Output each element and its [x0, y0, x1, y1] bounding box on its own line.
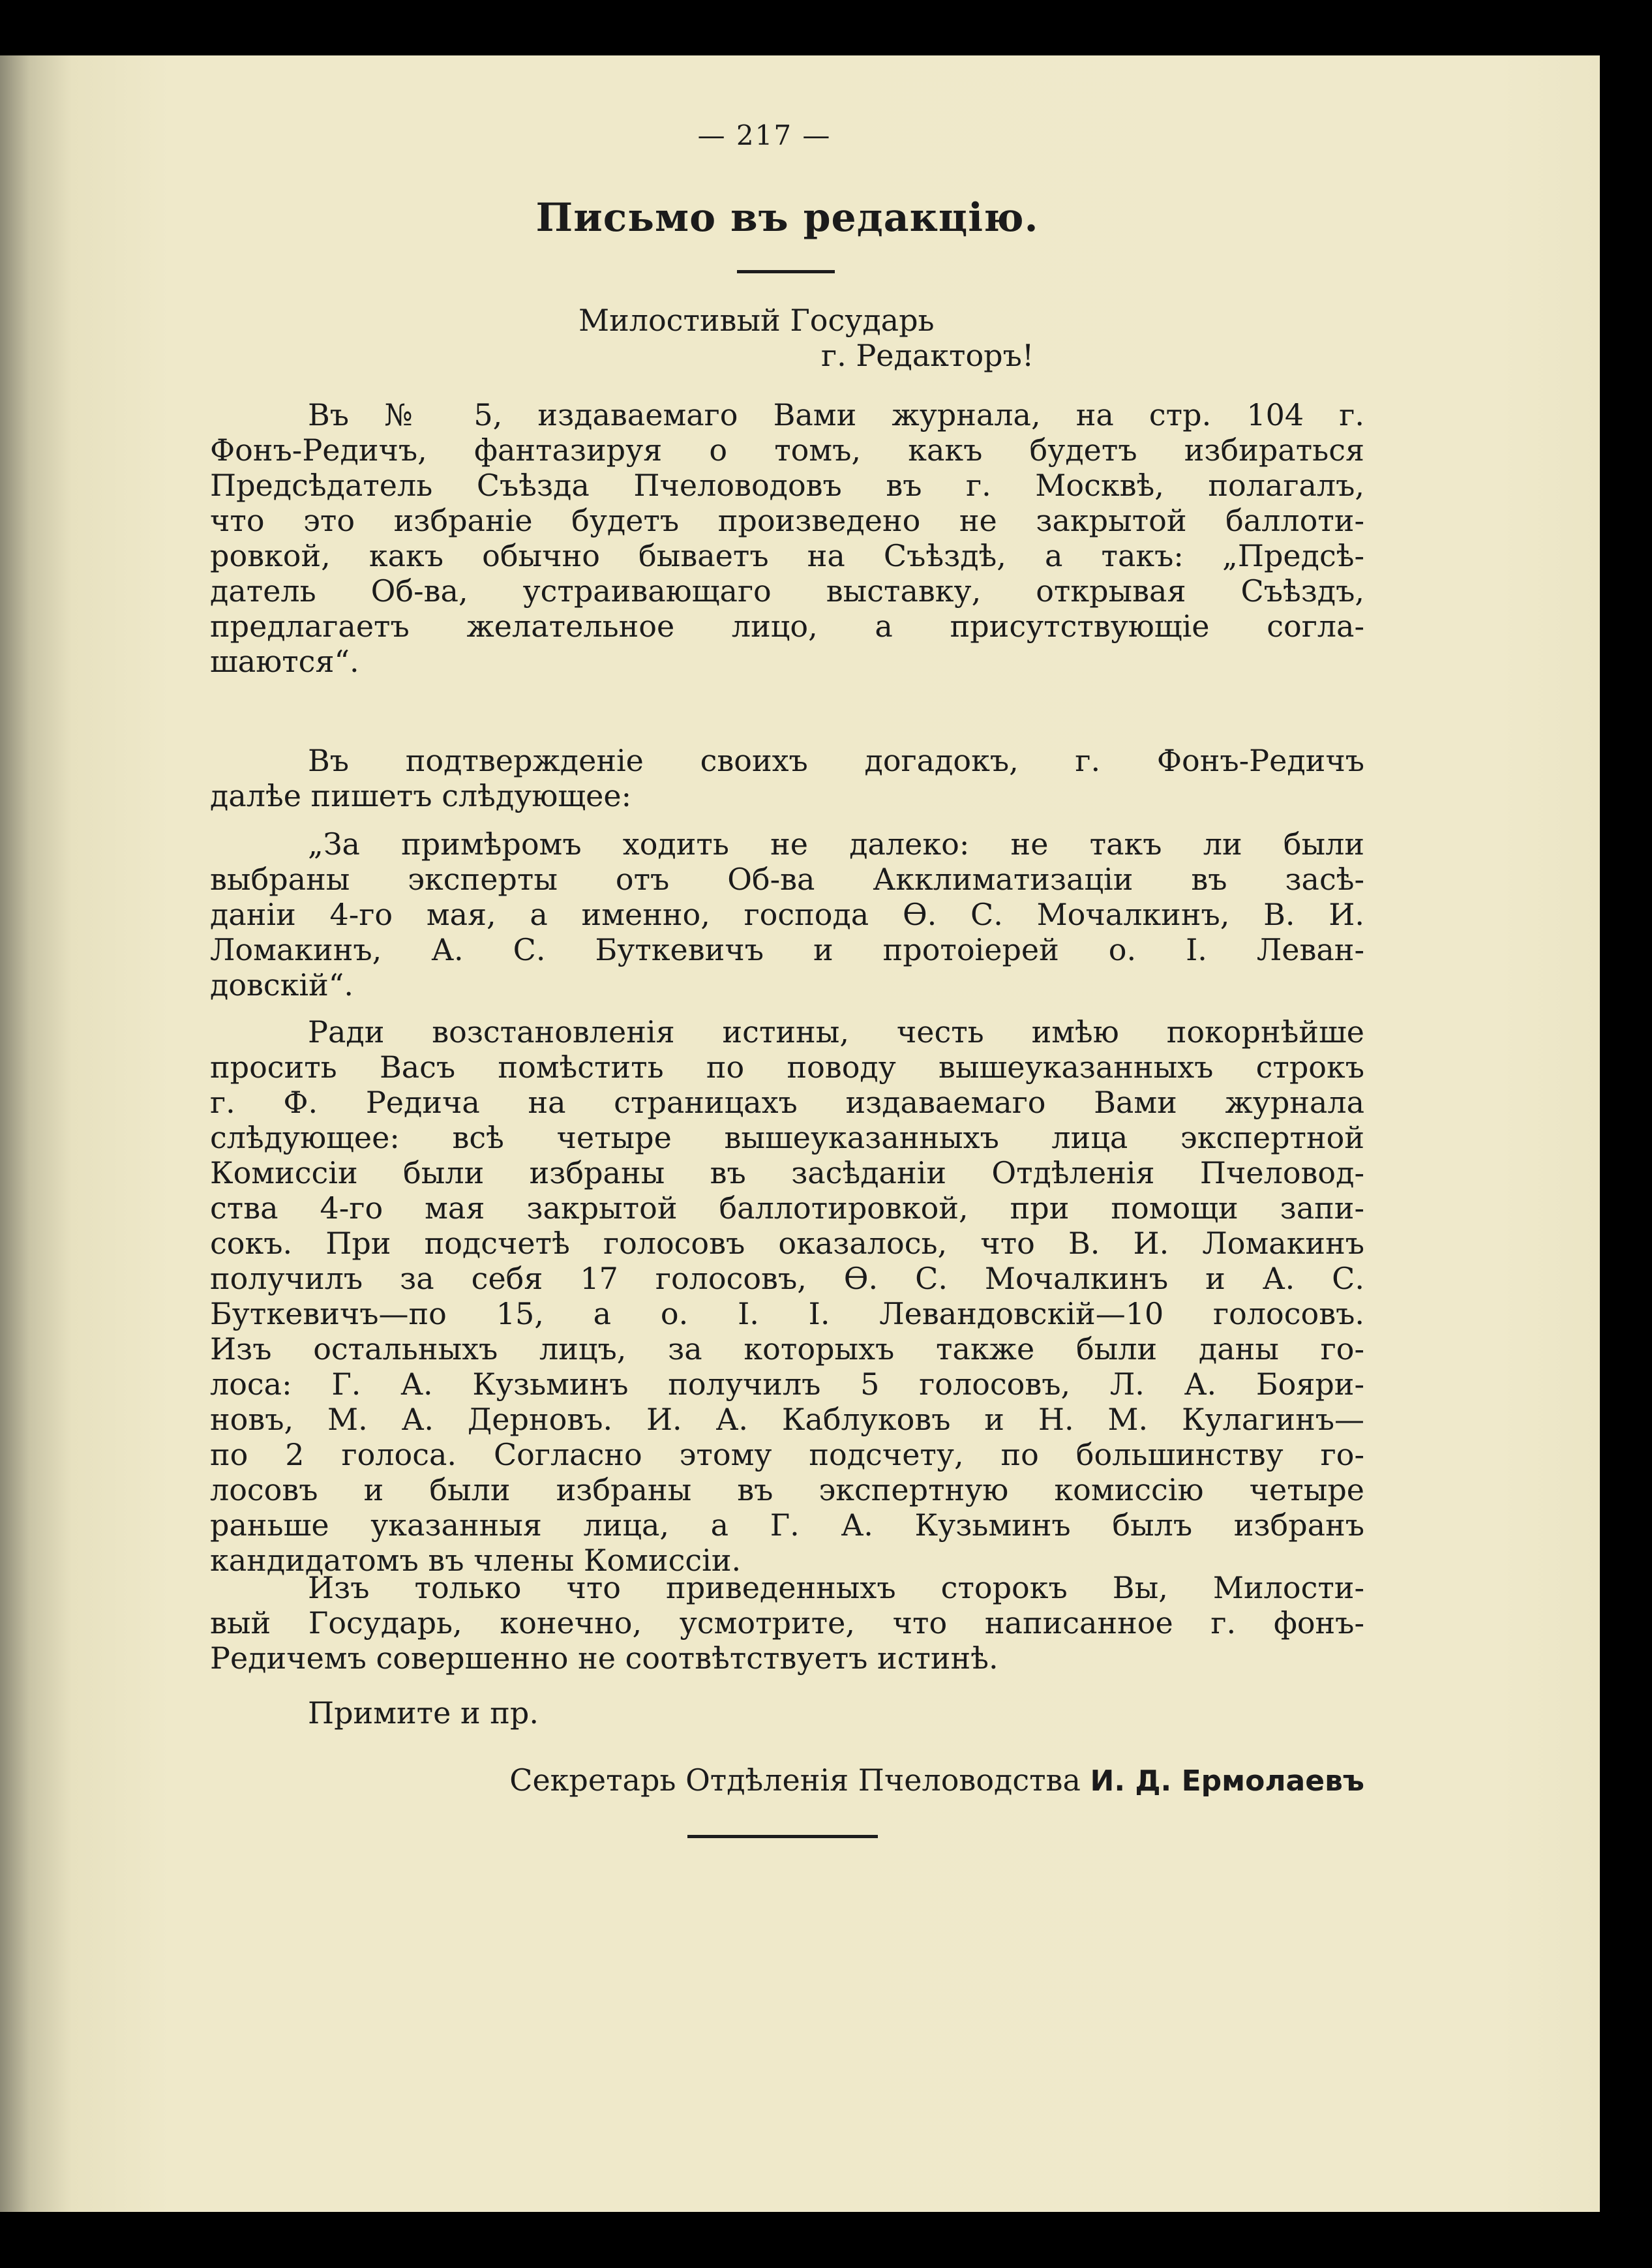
- text-line: получилъ за себя 17 голосовъ, Ѳ. С. Мочалкинъ и А. С.: [210, 1261, 1364, 1296]
- text-line: Ради возстановленія истины, честь имѣю покорнѣйше: [308, 1014, 1364, 1050]
- title-rule: [737, 270, 835, 273]
- text-line: Комиссіи были избраны въ засѣданіи Отдѣленія Пчеловод-: [210, 1155, 1364, 1190]
- text-line: Изъ остальныхъ лицъ, за которыхъ также были даны го-: [210, 1331, 1364, 1367]
- letter-title: Письмо въ редакцію.: [535, 195, 1039, 241]
- text-line: новъ, М. А. Дерновъ. И. А. Каблуковъ и Н. М. Кулагинъ—: [210, 1402, 1364, 1437]
- end-rule: [687, 1835, 878, 1838]
- text-line: сокъ. При подсчетѣ голосовъ оказалось, что В. И. Ломакинъ: [210, 1226, 1364, 1261]
- text-line: Предсѣдатель Съѣзда Пчеловодовъ въ г. Москвѣ, полагалъ,: [210, 468, 1364, 503]
- text-line: раньше указанныя лица, а Г. А. Кузьминъ былъ избранъ: [210, 1507, 1364, 1543]
- page-sheet: [0, 55, 1600, 2212]
- text-line: по 2 голоса. Согласно этому подсчету, по большинству го-: [210, 1437, 1364, 1472]
- text-line: далѣе пишетъ слѣдующее:: [210, 778, 632, 813]
- text-line: „За примѣромъ ходить не далеко: не такъ ли были: [308, 826, 1364, 862]
- text-line: просить Васъ помѣстить по поводу вышеуказанныхъ строкъ: [210, 1050, 1364, 1085]
- text-line: Въ подтвержденіе своихъ догадокъ, г. Фонъ-Редичъ: [308, 743, 1364, 778]
- text-line: выбраны эксперты отъ Об-ва Акклиматизаціи въ засѣ-: [210, 862, 1364, 897]
- text-line: шаются“.: [210, 644, 359, 679]
- paragraph-3-quote: [210, 826, 1364, 1003]
- text-line: Ломакинъ, А. С. Буткевичъ и протоіерей о. І. Леван-: [210, 932, 1364, 967]
- text-line: Въ № 5, издаваемаго Вами журнала, на стр. 104 г.: [308, 397, 1364, 432]
- text-line: ровкой, какъ обычно бываетъ на Съѣздѣ, а такъ: „Предсѣ-: [210, 538, 1364, 573]
- text-line: Фонъ-Редичъ, фантазируя о томъ, какъ будетъ избираться: [210, 432, 1364, 468]
- text-line: слѣдующее: всѣ четыре вышеуказанныхъ лица экспертной: [210, 1120, 1364, 1155]
- text-line: предлагаетъ желательное лицо, а присутствующіе согла-: [210, 609, 1364, 644]
- signature-position: Секретарь Отдѣленія Пчеловодства: [509, 1762, 1081, 1798]
- closing-line: Примите и пр.: [308, 1695, 539, 1731]
- paragraph-4: [210, 1014, 1364, 1578]
- signature-name: И. Д. Ермолаевъ: [1090, 1764, 1364, 1798]
- text-line: Изъ только что приведенныхъ сторокъ Вы, Милости-: [308, 1570, 1364, 1605]
- signature-block: [509, 1762, 1364, 1800]
- text-line: даніи 4-го мая, а именно, господа Ѳ. С. Мочалкинъ, В. И.: [210, 897, 1364, 932]
- text-line: ства 4-го мая закрытой баллотировкой, при помощи запи-: [210, 1190, 1364, 1226]
- text-line: что это избраніе будетъ произведено не закрытой баллоти-: [210, 503, 1364, 538]
- salutation-line-2: г. Редакторъ!: [821, 338, 1034, 373]
- page-number: — 217 —: [697, 119, 832, 151]
- text-line: вый Государь, конечно, усмотрите, что написанное г. фонъ-: [210, 1605, 1364, 1641]
- paragraph-2: [210, 743, 1364, 813]
- paragraph-1: [210, 397, 1364, 679]
- text-line: г. Ф. Редича на страницахъ издаваемаго Вами журнала: [210, 1085, 1364, 1120]
- text-line: довскій“.: [210, 967, 353, 1003]
- text-line: Буткевичъ—по 15, а о. І. І. Левандовскій—10 голосовъ.: [210, 1296, 1364, 1331]
- text-line: Редичемъ совершенно не соотвѣтствуетъ истинѣ.: [210, 1641, 999, 1676]
- paragraph-5: [210, 1570, 1364, 1676]
- text-line: лосовъ и были избраны въ экспертную комиссію четыре: [210, 1472, 1364, 1507]
- text-line: датель Об-ва, устраивающаго выставку, открывая Съѣздъ,: [210, 573, 1364, 609]
- salutation-line-1: Милостивый Государь: [578, 303, 935, 338]
- text-line: кандидатомъ въ члены Комиссіи.: [210, 1543, 742, 1578]
- text-line: лоса: Г. А. Кузьминъ получилъ 5 голосовъ, Л. А. Бояри-: [210, 1367, 1364, 1402]
